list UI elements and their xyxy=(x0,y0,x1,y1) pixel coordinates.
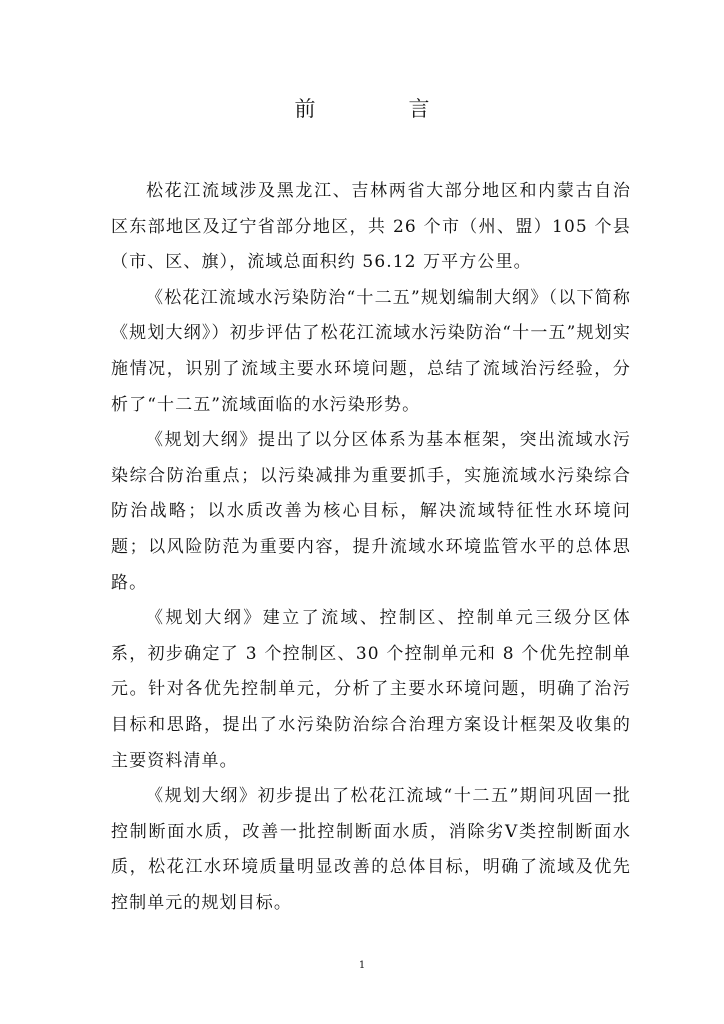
page-title: 前 言 xyxy=(294,97,466,121)
paragraph-5: 《规划大纲》初步提出了松花江流域“十二五”期间巩固一批控制断面水质，改善一批控制断面水质，消除劣Ⅴ类控制断面水质，松花江水环境质量明显改善的总体目标，明确了流域及优先控制单元的规划目标。 xyxy=(111,786,631,913)
body-text xyxy=(111,174,631,921)
paragraph-4: 《规划大纲》建立了流域、控制区、控制单元三级分区体系，初步确定了 3 个控制区、30 个控制单元和 8 个优先控制单元。针对各优先控制单元，分析了主要水环境问题，明确了治污目标和思路，提出了水污染防治综合治理方案设计框架及收集的主要资料清单。 xyxy=(111,608,631,771)
paragraph-3: 《规划大纲》提出了以分区体系为基本框架，突出流域水污染综合防治重点；以污染减排为重要抓手，实施流域水污染综合防治战略；以水质改善为核心目标，解决流域特征性水环境问题；以风险防范为重要内容，提升流域水环境监管水平的总体思路。 xyxy=(111,430,631,593)
paragraph-1: 松花江流域涉及黑龙江、吉林两省大部分地区和内蒙古自治区东部地区及辽宁省部分地区，共 26 个市（州、盟）105 个县（市、区、旗），流域总面积约 56.12 万平方公里。 xyxy=(111,181,631,273)
paragraph-2: 《松花江流域水污染防治“十二五”规划编制大纲》（以下简称《规划大纲》）初步评估了松花江流域水污染防治“十一五”规划实施情况，识别了流域主要水环境问题，总结了流域治污经验，分析了“十二五”流域面临的水污染形势。 xyxy=(111,287,631,415)
page-number: 1 xyxy=(358,960,366,971)
